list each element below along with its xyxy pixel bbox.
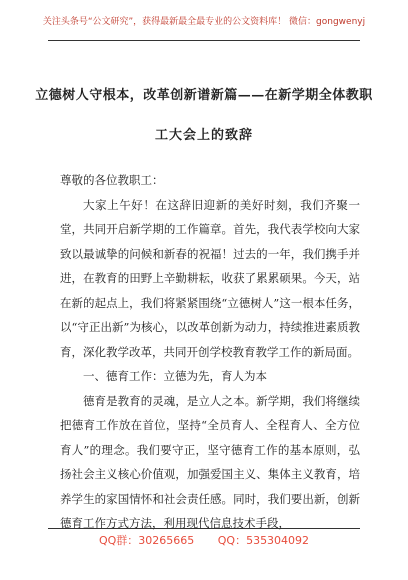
header-note: 关注头条号“公文研究”，获得最新最全最专业的公文资料库！ 微信：gongwenyj [42, 17, 366, 27]
paragraph-moral-education: 德育是教育的灵魂，是立人之本。新学期，我们将继续把德育工作放在首位，坚持“全员育人、全程育人、全方位育人”的理念。我们要守正，坚守德育工作的基本原则，弘扬社会主义核心价值观，加强爱国主义、集体主义教育，培养学生的家国情怀和社会责任感。同时，我们要出新，创新德育工作方式方法，利用现代信息技术手段， [60, 393, 360, 530]
document-title-line-1: 立德树人守根本，改革创新谱新篇——在新学期全体教职 [35, 88, 373, 103]
footer-contact [0, 532, 408, 548]
header-divider [48, 40, 360, 41]
footer-qq-group: QQ群：30265665 [98, 534, 195, 547]
greeting: 尊敬的各位教职工： [60, 173, 164, 187]
document-body [60, 168, 360, 536]
section-heading-moral-education: 一、德育工作：立德为先，育人为本 [83, 369, 267, 383]
paragraph-intro: 大家上午好！在这辞旧迎新的美好时刻，我们齐聚一堂，共同开启新学期的工作篇章。首先，我代表学校向大家致以最诚挚的问候和新春的祝福！过去的一年，我们携手并进，在教育的田野上辛勤耕耘，收获了累累硕果。今天，站在新的起点上，我们将紧紧围绕“立德树人”这一根本任务，以“守正出新”为核心，以改革创新为动力，持续推进素质教育，深化教学改革，共同开创学校教育教学工作的新局面。 [60, 197, 360, 359]
document-title-line-2: 工大会上的致辞 [154, 128, 253, 143]
footer-divider [48, 528, 360, 529]
footer-qq: QQ：535304092 [217, 534, 310, 547]
